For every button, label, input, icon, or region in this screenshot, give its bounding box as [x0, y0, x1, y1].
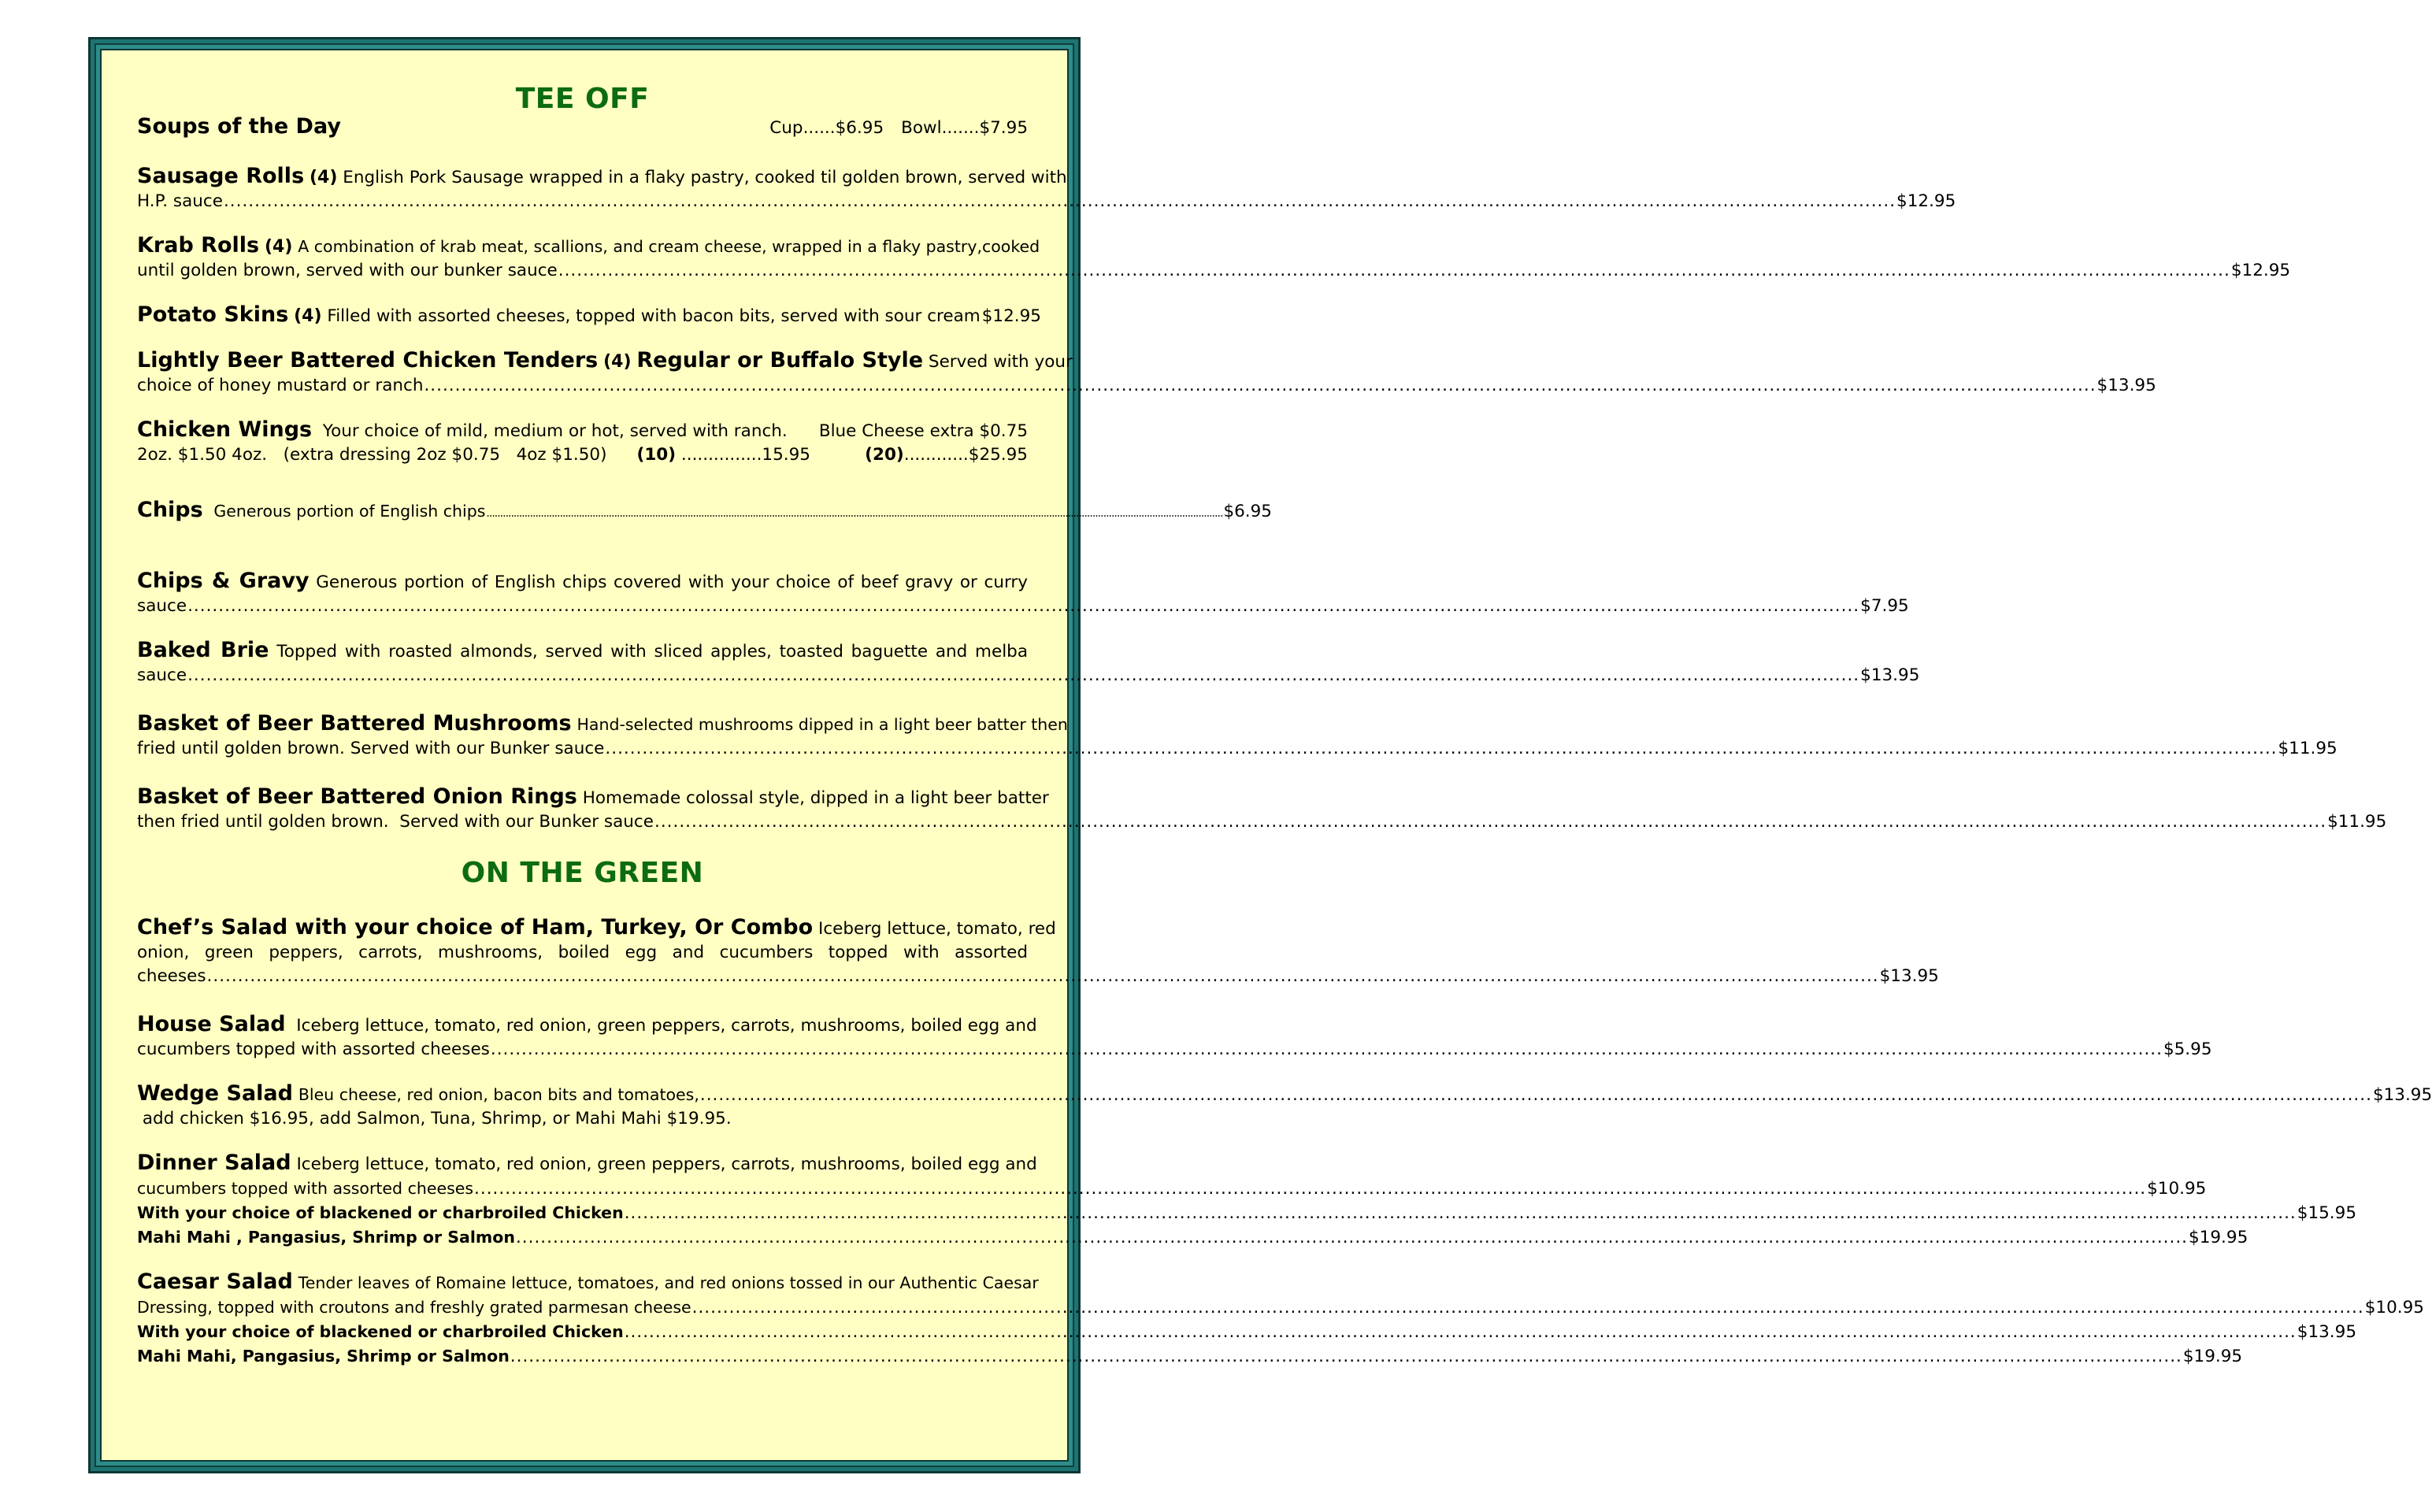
menu-item-krab-rolls	[137, 233, 2291, 283]
item-price: $12.95	[981, 306, 1041, 326]
item-option: Mahi Mahi , Pangasius, Shrimp or Salmon	[137, 1228, 515, 1247]
menu-item-chefs-salad	[137, 915, 1939, 988]
menu-item-sausage-rolls	[137, 164, 1956, 213]
dot-leader	[474, 1177, 2146, 1201]
item-price: $11.95	[2278, 739, 2337, 758]
menu-item-house-salad	[137, 1012, 2212, 1062]
menu-border-frame	[88, 37, 2432, 1473]
item-option-price: $19.95	[2182, 1347, 2243, 1366]
dot-leader	[187, 664, 1859, 687]
item-count: (4)	[309, 168, 338, 187]
item-description-cont: then fried until golden brown. Served with our Bunker sauce	[137, 812, 654, 832]
menu-item-chips	[137, 498, 1272, 525]
dot-leader	[187, 595, 1859, 618]
item-name: Chef’s Salad with your choice of Ham, Turkey, Or Combo	[137, 915, 814, 939]
dot-leader	[516, 1226, 2188, 1250]
item-option-price: $13.95	[2297, 1322, 2356, 1342]
item-description: Served with your	[928, 352, 1073, 372]
item-price: $12.95	[2230, 261, 2291, 280]
item-name: Lightly Beer Battered Chicken Tenders	[137, 348, 599, 372]
item-style: Regular or Buffalo Style	[636, 348, 924, 372]
item-addons: add chicken $16.95, add Salmon, Tuna, Shrimp, or Mahi Mahi $19.95.	[137, 1109, 732, 1128]
item-description: Homemade colossal style, dipped in a light beer batter	[582, 788, 1049, 808]
section-title-tee-off: TEE OFF	[515, 83, 650, 115]
item-name: Chips & Gravy	[137, 569, 310, 593]
item-description: A combination of krab meat, scallions, and cream cheese, wrapped in a flaky pastry,cooked	[298, 237, 1040, 256]
item-name: Baked Brie	[137, 638, 269, 662]
menu-item-baked-brie	[137, 638, 1920, 687]
item-size-ten: (10)	[636, 445, 677, 465]
item-description-cont: fried until golden brown. Served with our Bunker sauce	[137, 739, 605, 758]
item-name: Chips	[137, 498, 203, 522]
item-description-cont: sauce	[137, 596, 187, 616]
item-option: Mahi Mahi, Pangasius, Shrimp or Salmon	[137, 1347, 510, 1366]
item-price: $13.95	[1860, 665, 1920, 685]
item-price: $6.95	[1223, 502, 1272, 521]
menu-item-onion-rings	[137, 784, 2387, 834]
menu-page	[100, 49, 2432, 1462]
item-description-cont: until golden brown, served with our bunker sauce	[137, 261, 558, 280]
menu-item-chicken-tenders	[137, 348, 2156, 398]
item-description: Generous portion of English chips	[213, 502, 486, 521]
item-description: Generous portion of English chips covered with your choice of beef gravy or curry	[316, 573, 1028, 592]
dot-leader	[692, 1296, 2364, 1320]
item-name: House Salad	[137, 1012, 286, 1036]
dot-leader	[605, 737, 2277, 761]
item-description-cont: onion, green peppers, carrots, mushrooms, boiled egg and cucumbers topped with assorted	[137, 943, 1028, 962]
menu-item-soups	[137, 115, 1028, 140]
item-description-cont: Dressing, topped with croutons and freshly grated parmesan cheese	[137, 1298, 691, 1317]
menu-item-potato-skins	[137, 302, 1041, 328]
item-name: Wedge Salad	[137, 1081, 293, 1106]
item-description-cont: sauce	[137, 665, 187, 685]
item-description: Hand-selected mushrooms dipped in a light beer batter then	[576, 715, 1068, 734]
item-description: English Pork Sausage wrapped in a flaky pastry, cooked til golden brown, served with	[343, 168, 1067, 187]
dot-leader	[510, 1345, 2182, 1369]
item-count: (4)	[603, 352, 632, 372]
item-description: Iceberg lettuce, tomato, red	[818, 919, 1056, 939]
item-name: Dinner Salad	[137, 1151, 291, 1175]
item-description: Filled with assorted cheeses, topped with bacon bits, served with sour cream	[327, 306, 981, 326]
item-price: $10.95	[2147, 1179, 2207, 1199]
menu-item-mushrooms	[137, 711, 2337, 761]
item-name: Sausage Rolls	[137, 164, 305, 188]
dot-leader	[625, 1202, 2297, 1225]
item-price: $7.95	[1860, 596, 1909, 616]
item-name: Soups of the Day	[137, 114, 341, 139]
dot-leader	[654, 810, 2326, 834]
item-price: $13.95	[2372, 1085, 2432, 1105]
item-count: (4)	[294, 306, 322, 326]
item-extra: Blue Cheese extra $0.75	[818, 421, 1028, 441]
item-price: $10.95	[2364, 1298, 2424, 1317]
item-name: Basket of Beer Battered Mushrooms	[137, 711, 572, 736]
item-description-cont: cucumbers topped with assorted cheeses	[137, 1179, 474, 1198]
dot-leader	[558, 259, 2230, 283]
item-description: Bleu cheese, red onion, bacon bits and tomatoes,	[298, 1085, 699, 1104]
dot-leader	[424, 374, 2096, 398]
item-name: Basket of Beer Battered Onion Rings	[137, 784, 577, 809]
item-name: Chicken Wings	[137, 417, 313, 442]
dot-leader	[625, 1321, 2297, 1344]
item-price: $11.95	[2327, 812, 2387, 832]
item-option-price: $19.95	[2189, 1228, 2248, 1247]
item-price-cup: Cup......$6.95	[769, 118, 884, 138]
item-description: Iceberg lettuce, tomato, red onion, green peppers, carrots, mushrooms, boiled egg and	[296, 1016, 1037, 1036]
menu-item-caesar-salad	[137, 1269, 2424, 1369]
item-price: $13.95	[2096, 376, 2156, 395]
item-option: With your choice of blackened or charbroiled Chicken	[137, 1203, 624, 1222]
dot-leader	[486, 500, 1222, 525]
item-name: Caesar Salad	[137, 1269, 293, 1294]
item-sizes: 2oz. $1.50 4oz. (extra dressing 2oz $0.75 4oz $1.50)	[137, 445, 607, 465]
item-count: (4)	[264, 237, 293, 257]
item-option: With your choice of blackened or charbroiled Chicken	[137, 1322, 624, 1341]
menu-item-wedge-salad	[137, 1081, 2432, 1131]
dot-leader	[224, 190, 1896, 213]
menu-item-chips-gravy	[137, 569, 1909, 618]
dot-leader	[207, 965, 1879, 988]
menu-item-dinner-salad	[137, 1151, 2356, 1250]
menu-item-chicken-wings	[137, 418, 1028, 467]
item-name: Potato Skins	[137, 302, 289, 327]
section-title-on-the-green: ON THE GREEN	[461, 857, 704, 889]
item-price: $5.95	[2163, 1040, 2212, 1059]
item-price: $13.95	[1879, 966, 1939, 986]
dot-leader	[700, 1084, 2372, 1107]
item-price-ten: ...............15.95	[680, 445, 810, 465]
menu-border-middle	[95, 43, 2432, 1467]
item-description: Tender leaves of Romaine lettuce, tomatoes, and red onions tossed in our Authentic Caesar	[298, 1273, 1039, 1292]
item-price: $12.95	[1896, 191, 1956, 211]
item-size-twenty: (20)	[865, 445, 904, 465]
item-option-price: $15.95	[2297, 1203, 2356, 1223]
item-name: Krab Rolls	[137, 233, 260, 258]
item-price-twenty: ............$25.95	[903, 445, 1028, 465]
item-description-cont2: cheeses	[137, 966, 206, 986]
item-description: Topped with roasted almonds, served with sliced apples, toasted baguette and melba	[276, 642, 1028, 662]
item-description: Iceberg lettuce, tomato, red onion, green peppers, carrots, mushrooms, boiled egg and	[296, 1154, 1037, 1174]
item-description-cont: choice of honey mustard or ranch	[137, 376, 424, 395]
item-price-bowl: Bowl.......$7.95	[901, 118, 1028, 138]
item-description-cont: cucumbers topped with assorted cheeses	[137, 1040, 490, 1059]
item-description-cont: H.P. sauce	[137, 191, 223, 211]
item-description: Your choice of mild, medium or hot, served with ranch.	[322, 421, 788, 441]
dot-leader	[491, 1038, 2163, 1062]
